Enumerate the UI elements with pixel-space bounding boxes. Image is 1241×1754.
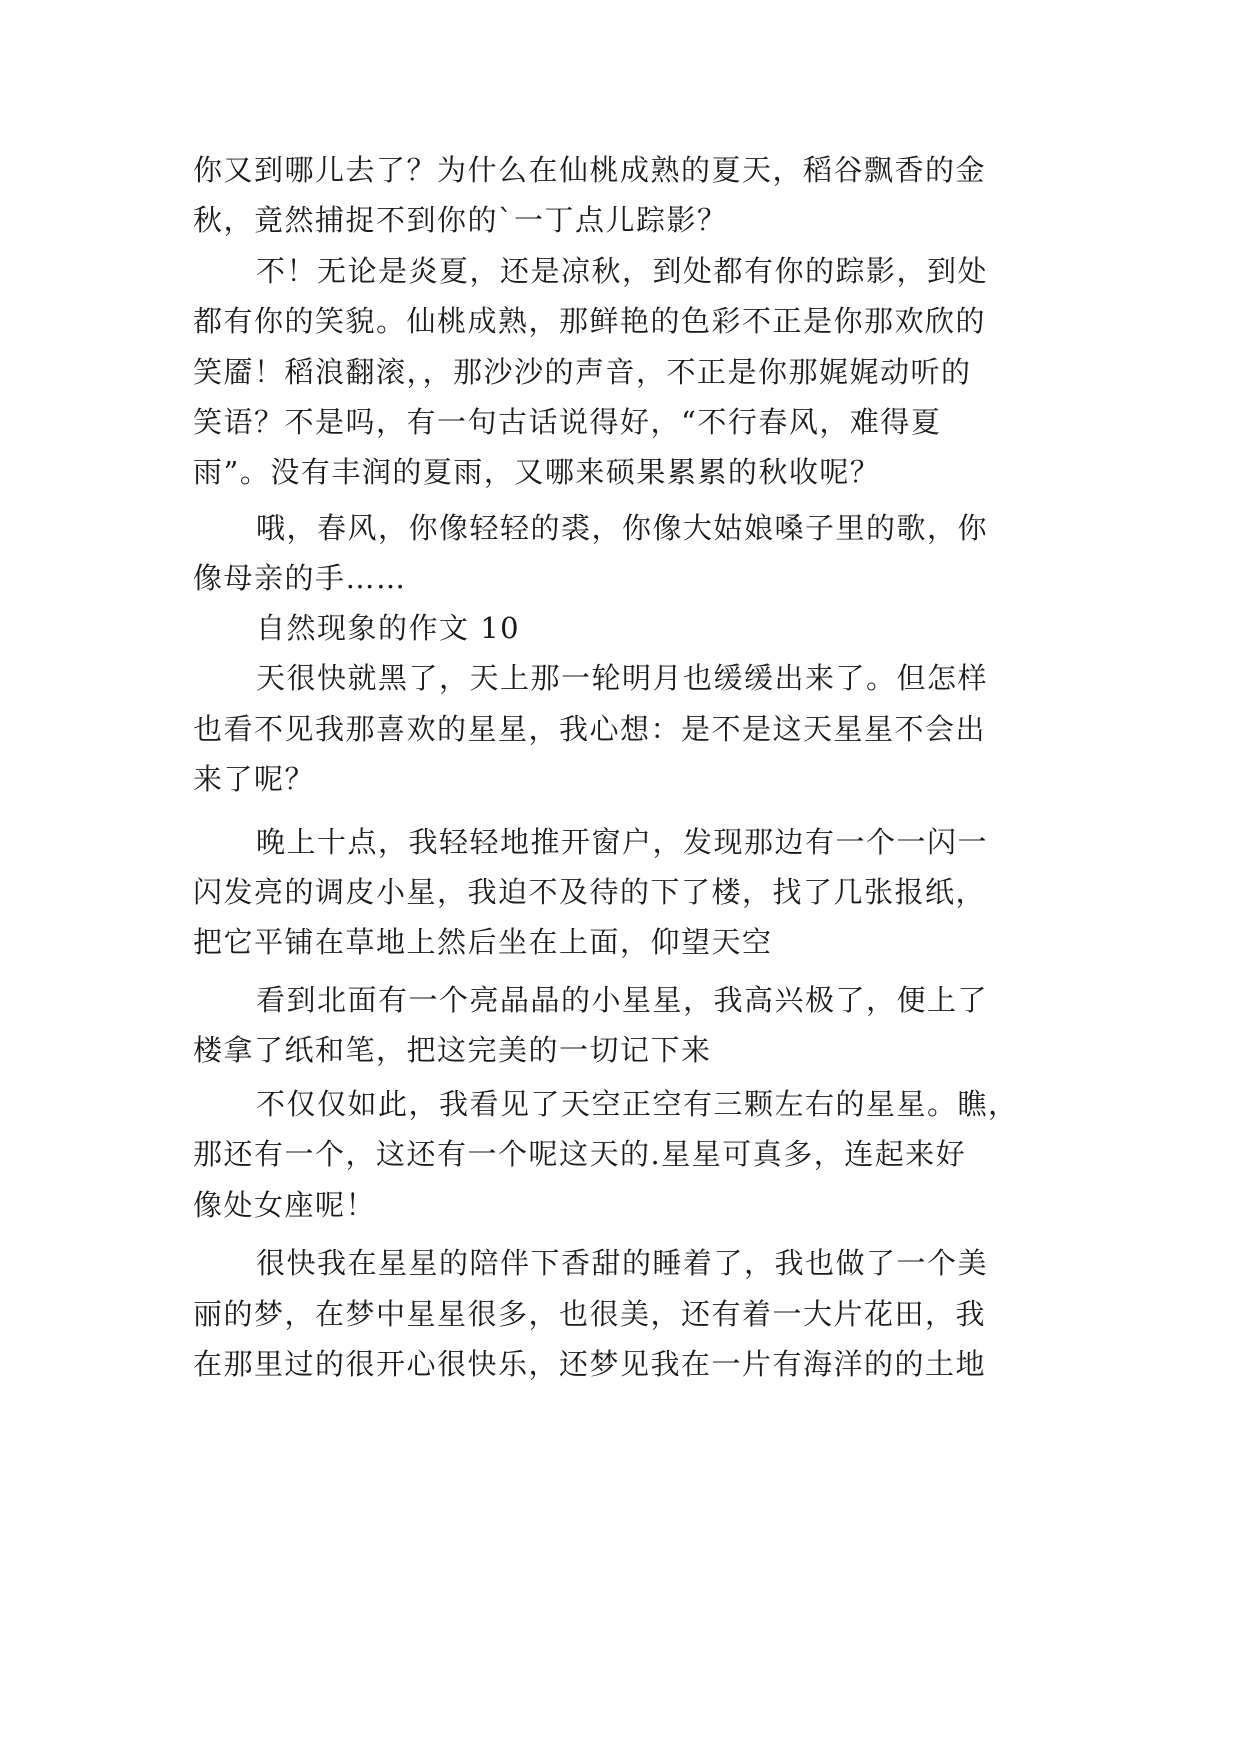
text-line-11: 天很快就黑了，天上那一轮明月也缓缓出来了。但怎样: [256, 661, 989, 695]
text-line-23: 丽的梦，在梦中星星很多，也很美，还有着一大片花田，我: [193, 1297, 987, 1331]
text-line-9: 像母亲的手……: [193, 561, 407, 595]
text-line-15: 闪发亮的调皮小星，我迫不及待的下了楼，找了几张报纸，: [193, 875, 987, 909]
text-line-24: 在那里过的很开心很快乐，还梦见我在一片有海洋的的土地: [193, 1347, 987, 1381]
text-line-19: 不仅仅如此，我看见了天空正空有三颗左右的星星。瞧，: [256, 1087, 1019, 1121]
text-line-18: 楼拿了纸和笔，把这完美的一切记下来: [193, 1033, 712, 1067]
text-line-12: 也看不见我那喜欢的星星，我心想：是不是这天星星不会出: [193, 712, 987, 746]
text-line-20: 那还有一个，这还有一个呢这天的.星星可真多，连起来好: [193, 1137, 967, 1171]
text-line-14: 晚上十点，我轻轻地推开窗户，发现那边有一个一闪一: [256, 825, 989, 859]
text-line-6: 笑语？不是吗，有一句古话说得好，“不行春风，难得夏: [193, 405, 942, 439]
text-line-5: 笑靥！稻浪翻滚，，那沙沙的声音，不正是你那娓娓动听的: [193, 355, 972, 389]
section-heading: 自然现象的作文 10: [256, 611, 521, 645]
text-line-16: 把它平铺在草地上然后坐在上面，仰望天空: [193, 925, 773, 959]
text-line-2: 秋，竟然捕捉不到你的`一丁点儿踪影？: [193, 203, 728, 237]
text-line-1: 你又到哪儿去了？为什么在仙桃成熟的夏天，稻谷飘香的金: [193, 153, 987, 187]
text-line-22: 很快我在星星的陪伴下香甜的睡着了，我也做了一个美: [256, 1246, 989, 1280]
text-line-7: 雨”。没有丰润的夏雨，又哪来硕果累累的秋收呢？: [193, 455, 881, 489]
text-line-4: 都有你的笑貌。仙桃成熟，那鲜艳的色彩不正是你那欢欣的: [193, 304, 987, 338]
text-line-13: 来了呢？: [193, 762, 316, 796]
text-line-8: 哦，春风，你像轻轻的裘，你像大姑娘嗓子里的歌，你: [256, 511, 989, 545]
text-line-21: 像处女座呢！: [193, 1188, 377, 1222]
text-line-3: 不！无论是炎夏，还是凉秋，到处都有你的踪影，到处: [256, 254, 989, 288]
text-line-17: 看到北面有一个亮晶晶的小星星，我高兴极了，便上了: [256, 983, 989, 1017]
